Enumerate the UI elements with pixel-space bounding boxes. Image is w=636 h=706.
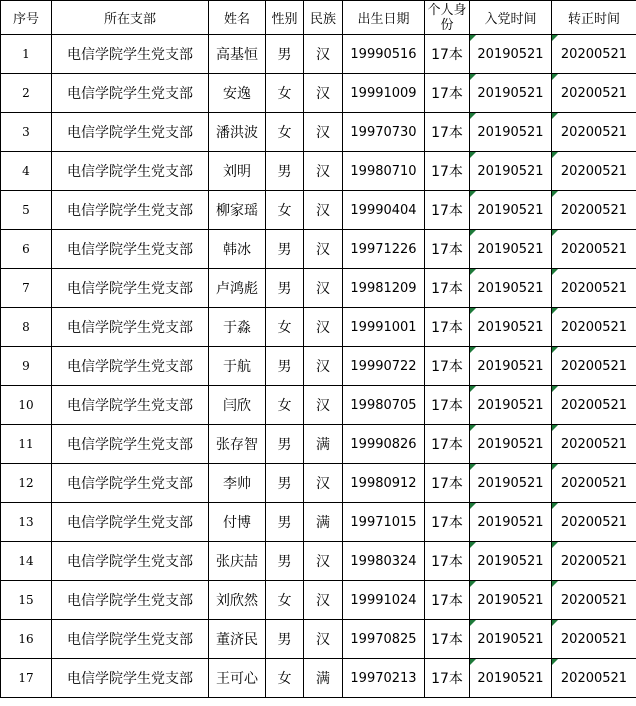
- cell-seq: 10: [1, 386, 52, 425]
- cell-branch: 电信学院学生党支部: [52, 620, 209, 659]
- header-birth-date: 出生日期: [343, 1, 425, 35]
- cell-ethnicity: 汉: [304, 308, 343, 347]
- cell-formal-date: 20200521: [552, 542, 636, 581]
- cell-formal-date: 20200521: [552, 35, 636, 74]
- header-join-date: 入党时间: [470, 1, 552, 35]
- header-row: [1, 1, 636, 35]
- cell-seq: 3: [1, 113, 52, 152]
- cell-ethnicity: 汉: [304, 464, 343, 503]
- cell-gender: 男: [266, 425, 304, 464]
- cell-birth-date: 19980324: [343, 542, 425, 581]
- cell-ethnicity: 汉: [304, 269, 343, 308]
- cell-ethnicity: 汉: [304, 230, 343, 269]
- cell-name: 张存智: [209, 425, 266, 464]
- table-row: [1, 425, 636, 464]
- cell-ethnicity: 满: [304, 503, 343, 542]
- cell-name: 王可心: [209, 659, 266, 698]
- cell-join-date: 20190521: [470, 35, 552, 74]
- cell-formal-date: 20200521: [552, 386, 636, 425]
- cell-formal-date: 20200521: [552, 464, 636, 503]
- cell-gender: 女: [266, 74, 304, 113]
- cell-seq: 8: [1, 308, 52, 347]
- cell-branch: 电信学院学生党支部: [52, 386, 209, 425]
- cell-birth-date: 19980705: [343, 386, 425, 425]
- table-row: [1, 152, 636, 191]
- table-row: [1, 35, 636, 74]
- cell-join-date: 20190521: [470, 113, 552, 152]
- cell-gender: 男: [266, 347, 304, 386]
- cell-branch: 电信学院学生党支部: [52, 503, 209, 542]
- cell-join-date: 20190521: [470, 152, 552, 191]
- cell-ethnicity: 汉: [304, 191, 343, 230]
- cell-branch: 电信学院学生党支部: [52, 191, 209, 230]
- cell-birth-date: 19970730: [343, 113, 425, 152]
- table-body: [1, 35, 636, 698]
- table-row: [1, 269, 636, 308]
- cell-seq: 9: [1, 347, 52, 386]
- cell-name: 李帅: [209, 464, 266, 503]
- table-row: [1, 386, 636, 425]
- table-row: [1, 191, 636, 230]
- cell-branch: 电信学院学生党支部: [52, 464, 209, 503]
- cell-identity: 17本: [425, 308, 470, 347]
- cell-name: 安逸: [209, 74, 266, 113]
- cell-branch: 电信学院学生党支部: [52, 152, 209, 191]
- table-row: [1, 464, 636, 503]
- cell-seq: 7: [1, 269, 52, 308]
- cell-seq: 14: [1, 542, 52, 581]
- cell-join-date: 20190521: [470, 347, 552, 386]
- cell-formal-date: 20200521: [552, 269, 636, 308]
- cell-gender: 女: [266, 191, 304, 230]
- table-row: [1, 503, 636, 542]
- cell-birth-date: 19990516: [343, 35, 425, 74]
- cell-identity: 17本: [425, 230, 470, 269]
- cell-name: 董济民: [209, 620, 266, 659]
- cell-seq: 12: [1, 464, 52, 503]
- cell-formal-date: 20200521: [552, 113, 636, 152]
- cell-branch: 电信学院学生党支部: [52, 74, 209, 113]
- table-row: [1, 659, 636, 698]
- cell-join-date: 20190521: [470, 74, 552, 113]
- cell-name: 柳家瑶: [209, 191, 266, 230]
- cell-name: 闫欣: [209, 386, 266, 425]
- cell-identity: 17本: [425, 152, 470, 191]
- cell-name: 刘明: [209, 152, 266, 191]
- cell-join-date: 20190521: [470, 230, 552, 269]
- cell-birth-date: 19990722: [343, 347, 425, 386]
- cell-branch: 电信学院学生党支部: [52, 425, 209, 464]
- header-seq: 序号: [1, 1, 52, 35]
- cell-join-date: 20190521: [470, 308, 552, 347]
- header-formal-date: 转正时间: [552, 1, 636, 35]
- cell-birth-date: 19991001: [343, 308, 425, 347]
- cell-seq: 15: [1, 581, 52, 620]
- cell-name: 刘欣然: [209, 581, 266, 620]
- cell-formal-date: 20200521: [552, 581, 636, 620]
- cell-gender: 女: [266, 581, 304, 620]
- cell-formal-date: 20200521: [552, 74, 636, 113]
- cell-birth-date: 19990826: [343, 425, 425, 464]
- header-ethnicity: 民族: [304, 1, 343, 35]
- cell-branch: 电信学院学生党支部: [52, 230, 209, 269]
- cell-identity: 17本: [425, 386, 470, 425]
- cell-ethnicity: 汉: [304, 620, 343, 659]
- cell-birth-date: 19980912: [343, 464, 425, 503]
- table-row: [1, 113, 636, 152]
- table-row: [1, 620, 636, 659]
- cell-gender: 男: [266, 542, 304, 581]
- cell-identity: 17本: [425, 620, 470, 659]
- cell-gender: 男: [266, 35, 304, 74]
- cell-seq: 11: [1, 425, 52, 464]
- cell-branch: 电信学院学生党支部: [52, 581, 209, 620]
- cell-formal-date: 20200521: [552, 347, 636, 386]
- cell-formal-date: 20200521: [552, 191, 636, 230]
- cell-gender: 女: [266, 386, 304, 425]
- table-row: [1, 542, 636, 581]
- cell-name: 张庆喆: [209, 542, 266, 581]
- table-row: [1, 308, 636, 347]
- cell-branch: 电信学院学生党支部: [52, 659, 209, 698]
- table-row: [1, 581, 636, 620]
- cell-gender: 女: [266, 308, 304, 347]
- cell-name: 潘洪波: [209, 113, 266, 152]
- cell-seq: 2: [1, 74, 52, 113]
- cell-gender: 男: [266, 503, 304, 542]
- cell-gender: 男: [266, 269, 304, 308]
- cell-gender: 男: [266, 230, 304, 269]
- cell-seq: 16: [1, 620, 52, 659]
- cell-identity: 17本: [425, 347, 470, 386]
- table-row: [1, 230, 636, 269]
- cell-ethnicity: 汉: [304, 542, 343, 581]
- cell-identity: 17本: [425, 542, 470, 581]
- cell-identity: 17本: [425, 425, 470, 464]
- cell-gender: 男: [266, 152, 304, 191]
- header-identity: 个人身份: [425, 1, 470, 35]
- cell-formal-date: 20200521: [552, 230, 636, 269]
- cell-identity: 17本: [425, 659, 470, 698]
- cell-identity: 17本: [425, 74, 470, 113]
- cell-identity: 17本: [425, 35, 470, 74]
- cell-name: 于淼: [209, 308, 266, 347]
- cell-birth-date: 19970213: [343, 659, 425, 698]
- cell-ethnicity: 汉: [304, 581, 343, 620]
- cell-join-date: 20190521: [470, 581, 552, 620]
- cell-branch: 电信学院学生党支部: [52, 35, 209, 74]
- cell-identity: 17本: [425, 113, 470, 152]
- cell-formal-date: 20200521: [552, 659, 636, 698]
- cell-name: 韩冰: [209, 230, 266, 269]
- cell-seq: 17: [1, 659, 52, 698]
- cell-name: 付博: [209, 503, 266, 542]
- cell-gender: 男: [266, 620, 304, 659]
- cell-seq: 5: [1, 191, 52, 230]
- cell-join-date: 20190521: [470, 620, 552, 659]
- cell-branch: 电信学院学生党支部: [52, 542, 209, 581]
- cell-identity: 17本: [425, 191, 470, 230]
- cell-seq: 1: [1, 35, 52, 74]
- cell-birth-date: 19981209: [343, 269, 425, 308]
- header-name: 姓名: [209, 1, 266, 35]
- cell-identity: 17本: [425, 581, 470, 620]
- cell-gender: 女: [266, 659, 304, 698]
- cell-join-date: 20190521: [470, 542, 552, 581]
- cell-seq: 4: [1, 152, 52, 191]
- cell-birth-date: 19991024: [343, 581, 425, 620]
- cell-join-date: 20190521: [470, 659, 552, 698]
- cell-identity: 17本: [425, 269, 470, 308]
- cell-gender: 男: [266, 464, 304, 503]
- table-row: [1, 74, 636, 113]
- cell-seq: 13: [1, 503, 52, 542]
- cell-formal-date: 20200521: [552, 503, 636, 542]
- cell-join-date: 20190521: [470, 425, 552, 464]
- cell-join-date: 20190521: [470, 386, 552, 425]
- cell-ethnicity: 满: [304, 659, 343, 698]
- cell-formal-date: 20200521: [552, 308, 636, 347]
- cell-birth-date: 19980710: [343, 152, 425, 191]
- cell-branch: 电信学院学生党支部: [52, 269, 209, 308]
- cell-formal-date: 20200521: [552, 620, 636, 659]
- cell-join-date: 20190521: [470, 269, 552, 308]
- cell-birth-date: 19971015: [343, 503, 425, 542]
- cell-birth-date: 19991009: [343, 74, 425, 113]
- cell-identity: 17本: [425, 464, 470, 503]
- cell-ethnicity: 汉: [304, 386, 343, 425]
- cell-branch: 电信学院学生党支部: [52, 347, 209, 386]
- cell-join-date: 20190521: [470, 191, 552, 230]
- cell-join-date: 20190521: [470, 464, 552, 503]
- cell-branch: 电信学院学生党支部: [52, 308, 209, 347]
- cell-identity: 17本: [425, 503, 470, 542]
- cell-name: 高基恒: [209, 35, 266, 74]
- cell-ethnicity: 汉: [304, 152, 343, 191]
- cell-ethnicity: 汉: [304, 74, 343, 113]
- cell-birth-date: 19970825: [343, 620, 425, 659]
- cell-formal-date: 20200521: [552, 425, 636, 464]
- cell-name: 于航: [209, 347, 266, 386]
- cell-join-date: 20190521: [470, 503, 552, 542]
- cell-ethnicity: 汉: [304, 113, 343, 152]
- header-gender: 性别: [266, 1, 304, 35]
- cell-formal-date: 20200521: [552, 152, 636, 191]
- header-branch: 所在支部: [52, 1, 209, 35]
- cell-name: 卢鸿彪: [209, 269, 266, 308]
- cell-ethnicity: 汉: [304, 35, 343, 74]
- cell-ethnicity: 满: [304, 425, 343, 464]
- cell-ethnicity: 汉: [304, 347, 343, 386]
- cell-birth-date: 19971226: [343, 230, 425, 269]
- table-row: [1, 347, 636, 386]
- cell-gender: 女: [266, 113, 304, 152]
- cell-seq: 6: [1, 230, 52, 269]
- cell-branch: 电信学院学生党支部: [52, 113, 209, 152]
- cell-birth-date: 19990404: [343, 191, 425, 230]
